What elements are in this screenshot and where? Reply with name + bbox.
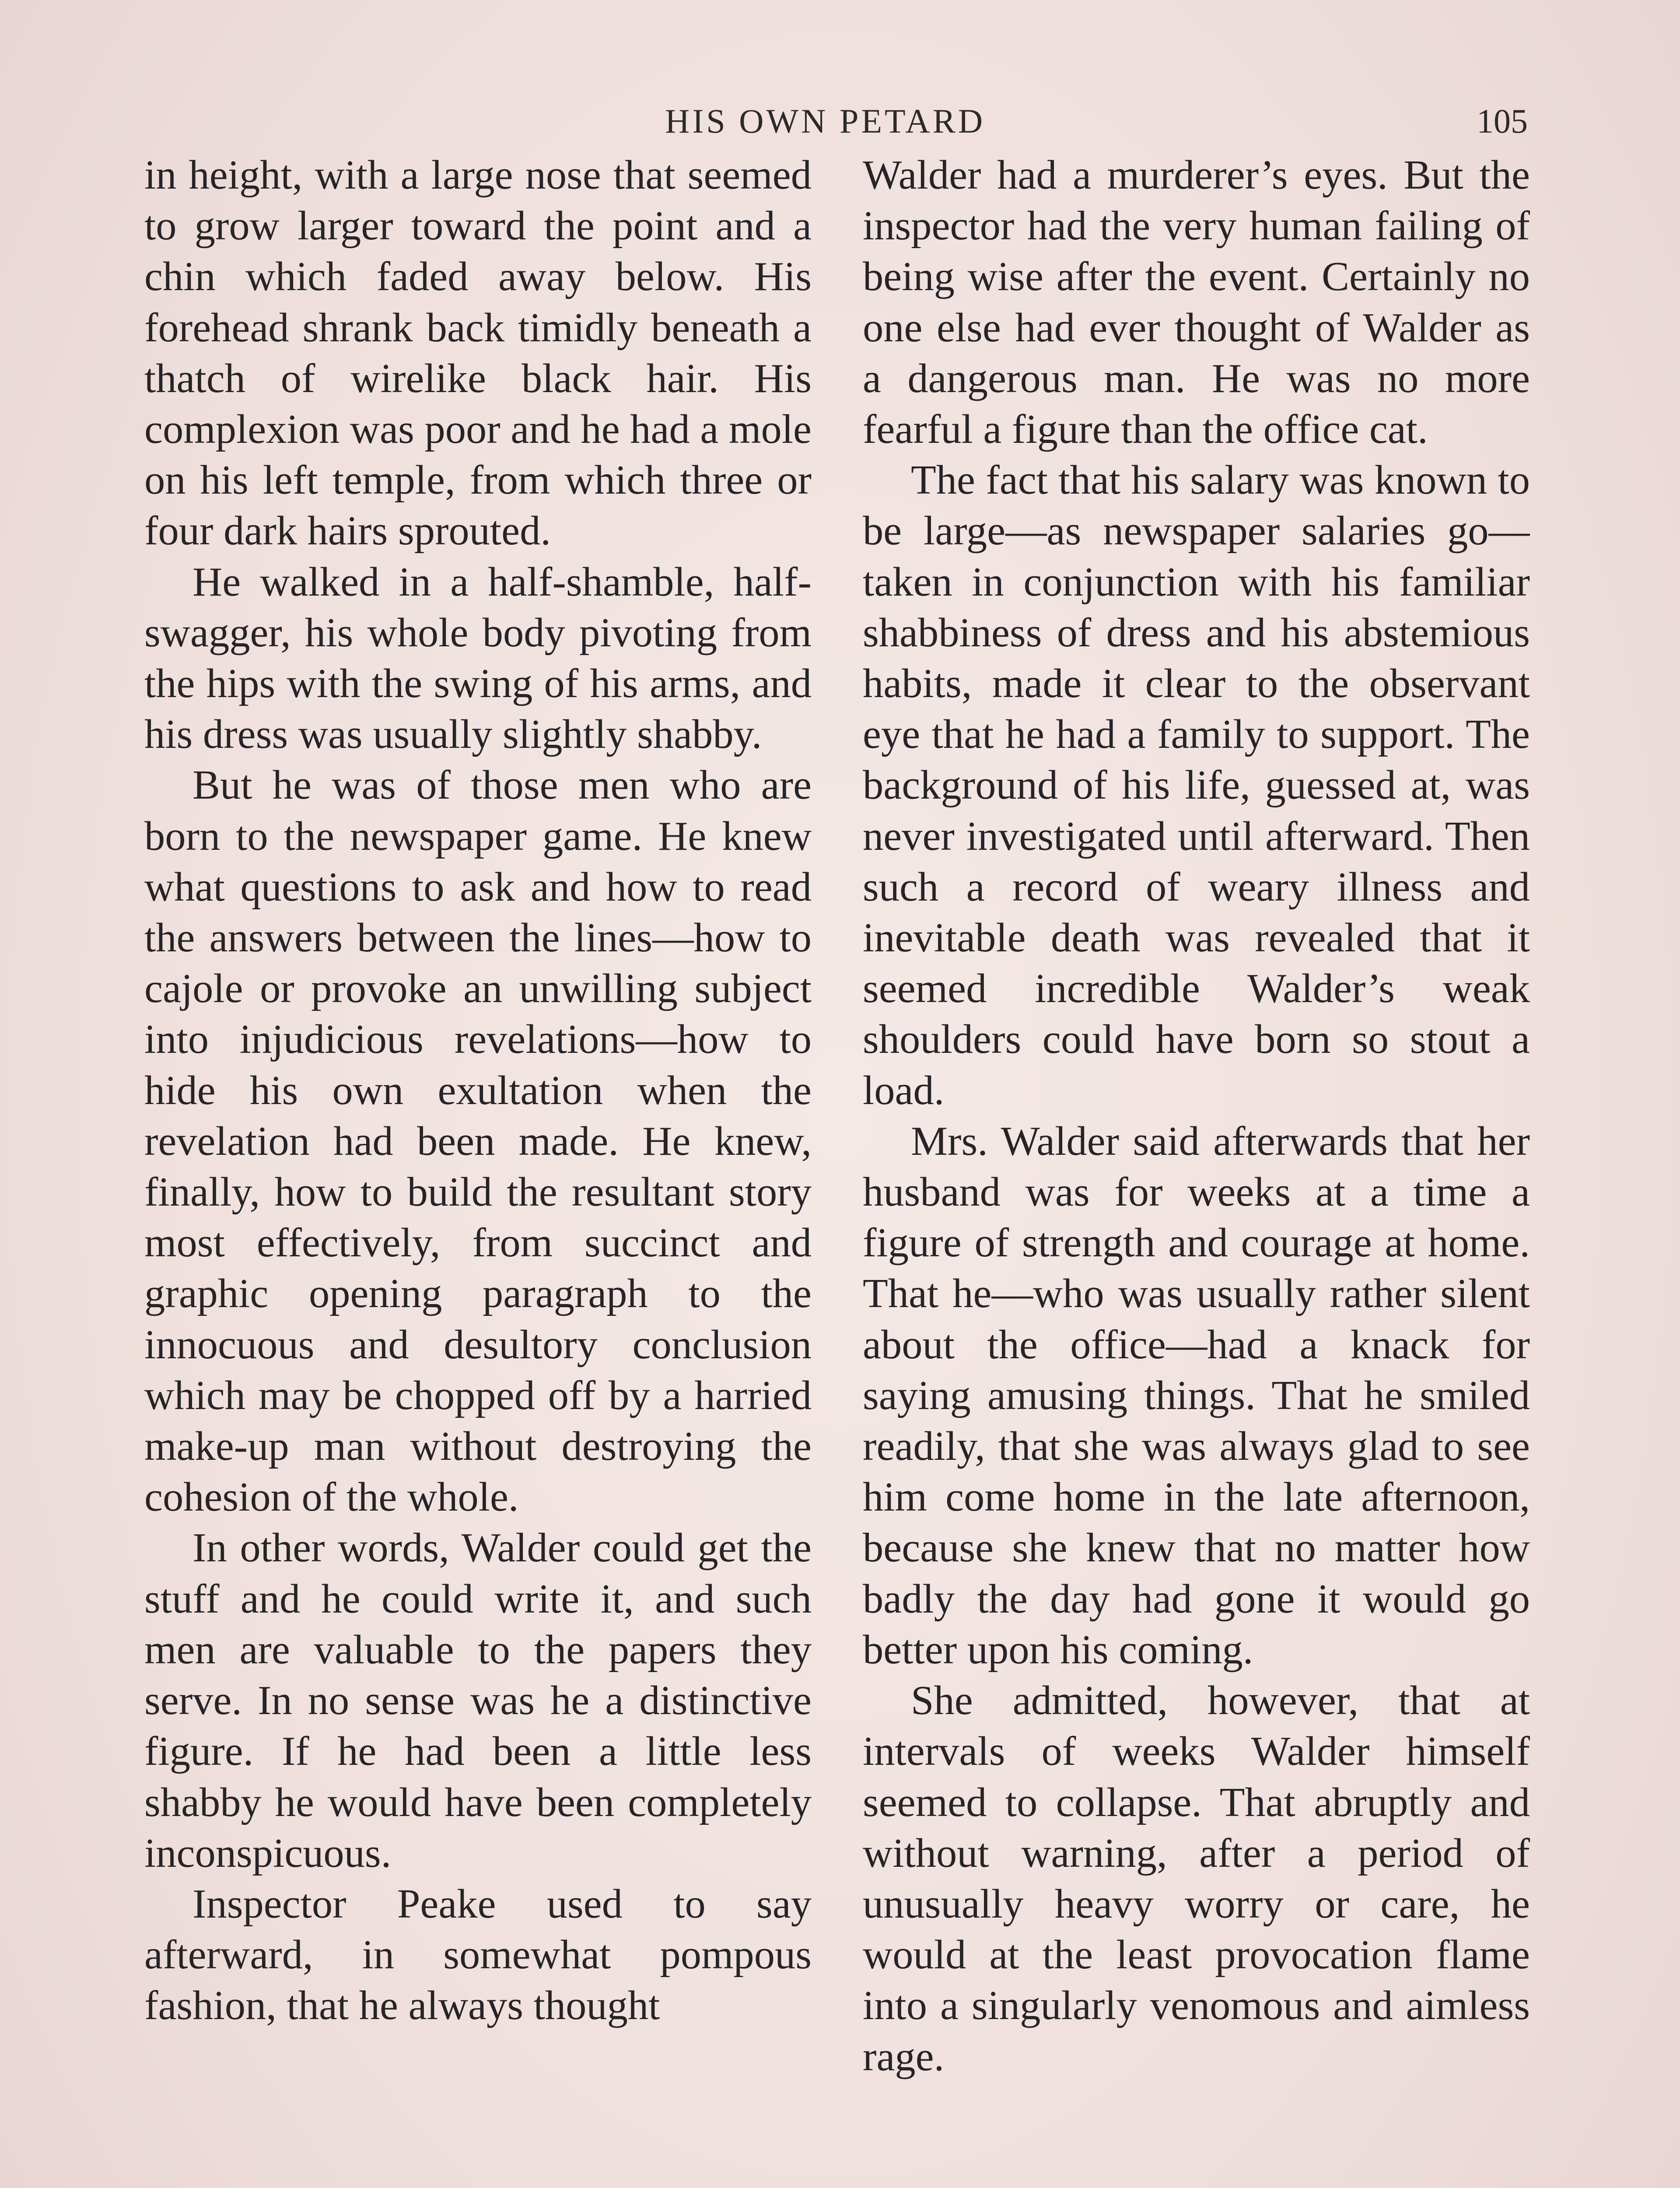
paragraph: Mrs. Walder said afterwards that her husband was for weeks at a time a figure of strength and courage at home. That he—who was usually rather silent about the office—had a knack for saying amusing things. That he smiled readily, that she was always glad to see him come home in the late afternoon, because she knew that no matter how badly the day had gone it would go better upon his coming. <box>863 1118 1530 1673</box>
paragraph: The fact that his salary was known to be large—as newspaper salaries go—taken in conjunction with his familiar shabbiness of dress and his abstemious habits, made it clear to the observant eye that he had a family to support. The background of his life, guessed at, was never investigated until afterward. Then such a record of weary illness and inevitable death was revealed that it seemed incredible Walder’s weak shoulders could have born so stout a load. <box>863 457 1530 1113</box>
page-number: 105 <box>1477 102 1528 140</box>
paragraph: But he was of those men who are born to the newspaper game. He knew what questions to ask and how to read the answers between the lines—how to cajole or provoke an unwilling subject into injudicious revelations—how to hide his own exultation when the revelation had been made. He knew, finally, how to build the resultant story most effectively, from succinct and graphic opening paragraph to the innocuous and desultory conclusion which may be chopped off by a harried make-up man without destroying the cohesion of the whole. <box>144 762 812 1520</box>
paragraph: Walder had a murderer’s eyes. But the inspector had the very human failing of being wise after the event. Certainly no one else had ever thought of Walder as a dangerous man. He was no more fearful a figure than the office cat. <box>863 152 1530 452</box>
paragraph: Inspector Peake used to say afterward, in somewhat pompous fashion, that he always thought <box>144 1881 812 2029</box>
paragraph: He walked in a half-shamble, half-swagger, his whole body pivoting from the hips with the swing of his arms, and his dress was usually slightly shabby. <box>144 559 812 757</box>
paragraph: She admitted, however, that at intervals of weeks Walder himself seemed to collapse. That abruptly and without warning, after a period of unusually heavy worry or care, he would at the least provocation flame into a singularly venomous and aimless rage. <box>863 1678 1530 2079</box>
running-title: HIS OWN PETARD <box>665 102 986 140</box>
left-column <box>144 150 812 2188</box>
page-header <box>0 102 1680 150</box>
paragraph: In other words, Walder could get the stuff and he could write it, and such men are valuable to the papers they serve. In no sense was he a distinctive figure. If he had been a little less shabby he would have been completely inconspicuous. <box>144 1525 812 1876</box>
right-column <box>863 150 1530 2188</box>
paragraph: in height, with a large nose that seemed to grow larger toward the point and a chin which faded away below. His forehead shrank back timidly beneath a thatch of wirelike black hair. His complexion was poor and he had a mole on his left temple, from which three or four dark hairs sprouted. <box>144 152 812 554</box>
